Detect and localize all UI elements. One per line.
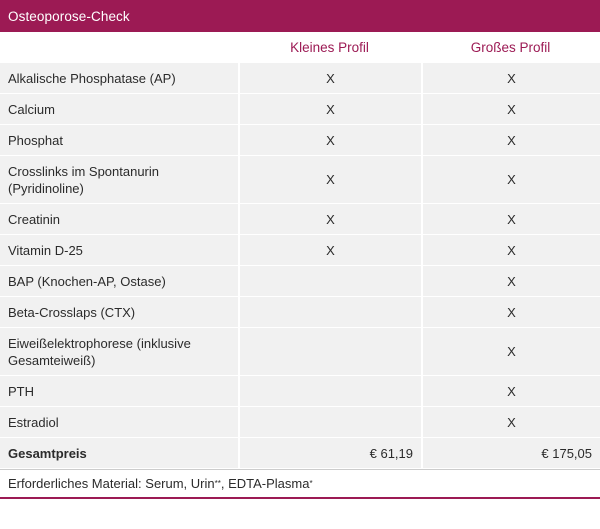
row-label: Estradiol bbox=[8, 414, 59, 430]
small-profile-mark bbox=[238, 407, 421, 437]
table-row bbox=[0, 265, 600, 296]
row-label: Creatinin bbox=[8, 211, 61, 227]
table-row bbox=[0, 234, 600, 265]
row-label: Crosslinks im Spontanurin (Pyridinoline) bbox=[8, 163, 160, 196]
material-note-text-2: , EDTA-Plasma bbox=[220, 476, 310, 491]
table-row bbox=[0, 203, 600, 234]
row-label: BAP (Knochen-AP, Ostase) bbox=[8, 273, 166, 289]
column-header-large: Großes Profil bbox=[470, 39, 551, 55]
row-label: Eiweißelektrophorese (inklusive Gesamteiweiß) bbox=[8, 335, 191, 368]
small-profile-mark bbox=[238, 266, 421, 296]
row-label: Calcium bbox=[8, 101, 55, 117]
large-profile-mark: X bbox=[421, 266, 600, 296]
small-profile-mark: X bbox=[238, 125, 421, 155]
small-profile-mark: X bbox=[238, 235, 421, 265]
column-header-row bbox=[0, 32, 600, 62]
total-label: Gesamtpreis bbox=[8, 445, 87, 461]
material-note-text: Erforderliches Material: Serum, Urin bbox=[8, 476, 215, 491]
small-profile-mark bbox=[238, 297, 421, 327]
column-header-small: Kleines Profil bbox=[290, 39, 369, 55]
row-label: PTH bbox=[8, 383, 34, 399]
small-profile-mark: X bbox=[238, 94, 421, 124]
row-label: Alkalische Phosphatase (AP) bbox=[8, 70, 176, 86]
row-label: Vitamin D-25 bbox=[8, 242, 83, 258]
large-profile-mark: X bbox=[421, 376, 600, 406]
large-profile-mark: X bbox=[421, 328, 600, 375]
row-label: Phosphat bbox=[8, 132, 63, 148]
small-profile-mark: X bbox=[238, 204, 421, 234]
table-row bbox=[0, 406, 600, 437]
large-profile-mark: X bbox=[421, 297, 600, 327]
small-profile-mark: X bbox=[238, 156, 421, 203]
large-profile-mark: X bbox=[421, 407, 600, 437]
table-row bbox=[0, 375, 600, 406]
large-profile-mark: X bbox=[421, 94, 600, 124]
table-body bbox=[0, 62, 600, 468]
small-profile-mark bbox=[238, 376, 421, 406]
small-profile-mark: X bbox=[238, 63, 421, 93]
total-price-row bbox=[0, 437, 600, 468]
total-price-large: € 175,05 bbox=[421, 438, 600, 468]
material-note: Erforderliches Material: Serum, Urin ** , EDTA-Plasma * bbox=[0, 469, 600, 499]
table-title: Osteoporose-Check bbox=[8, 8, 130, 24]
large-profile-mark: X bbox=[421, 235, 600, 265]
large-profile-mark: X bbox=[421, 125, 600, 155]
table-row bbox=[0, 62, 600, 93]
table-row bbox=[0, 155, 600, 203]
total-price-small: € 61,19 bbox=[238, 438, 421, 468]
large-profile-mark: X bbox=[421, 204, 600, 234]
table-row bbox=[0, 296, 600, 327]
table-row bbox=[0, 93, 600, 124]
row-label: Beta-Crosslaps (CTX) bbox=[8, 304, 136, 320]
large-profile-mark: X bbox=[421, 63, 600, 93]
table-row bbox=[0, 124, 600, 155]
table-row bbox=[0, 327, 600, 375]
small-profile-mark bbox=[238, 328, 421, 375]
table-title-bar bbox=[0, 0, 600, 32]
large-profile-mark: X bbox=[421, 156, 600, 203]
